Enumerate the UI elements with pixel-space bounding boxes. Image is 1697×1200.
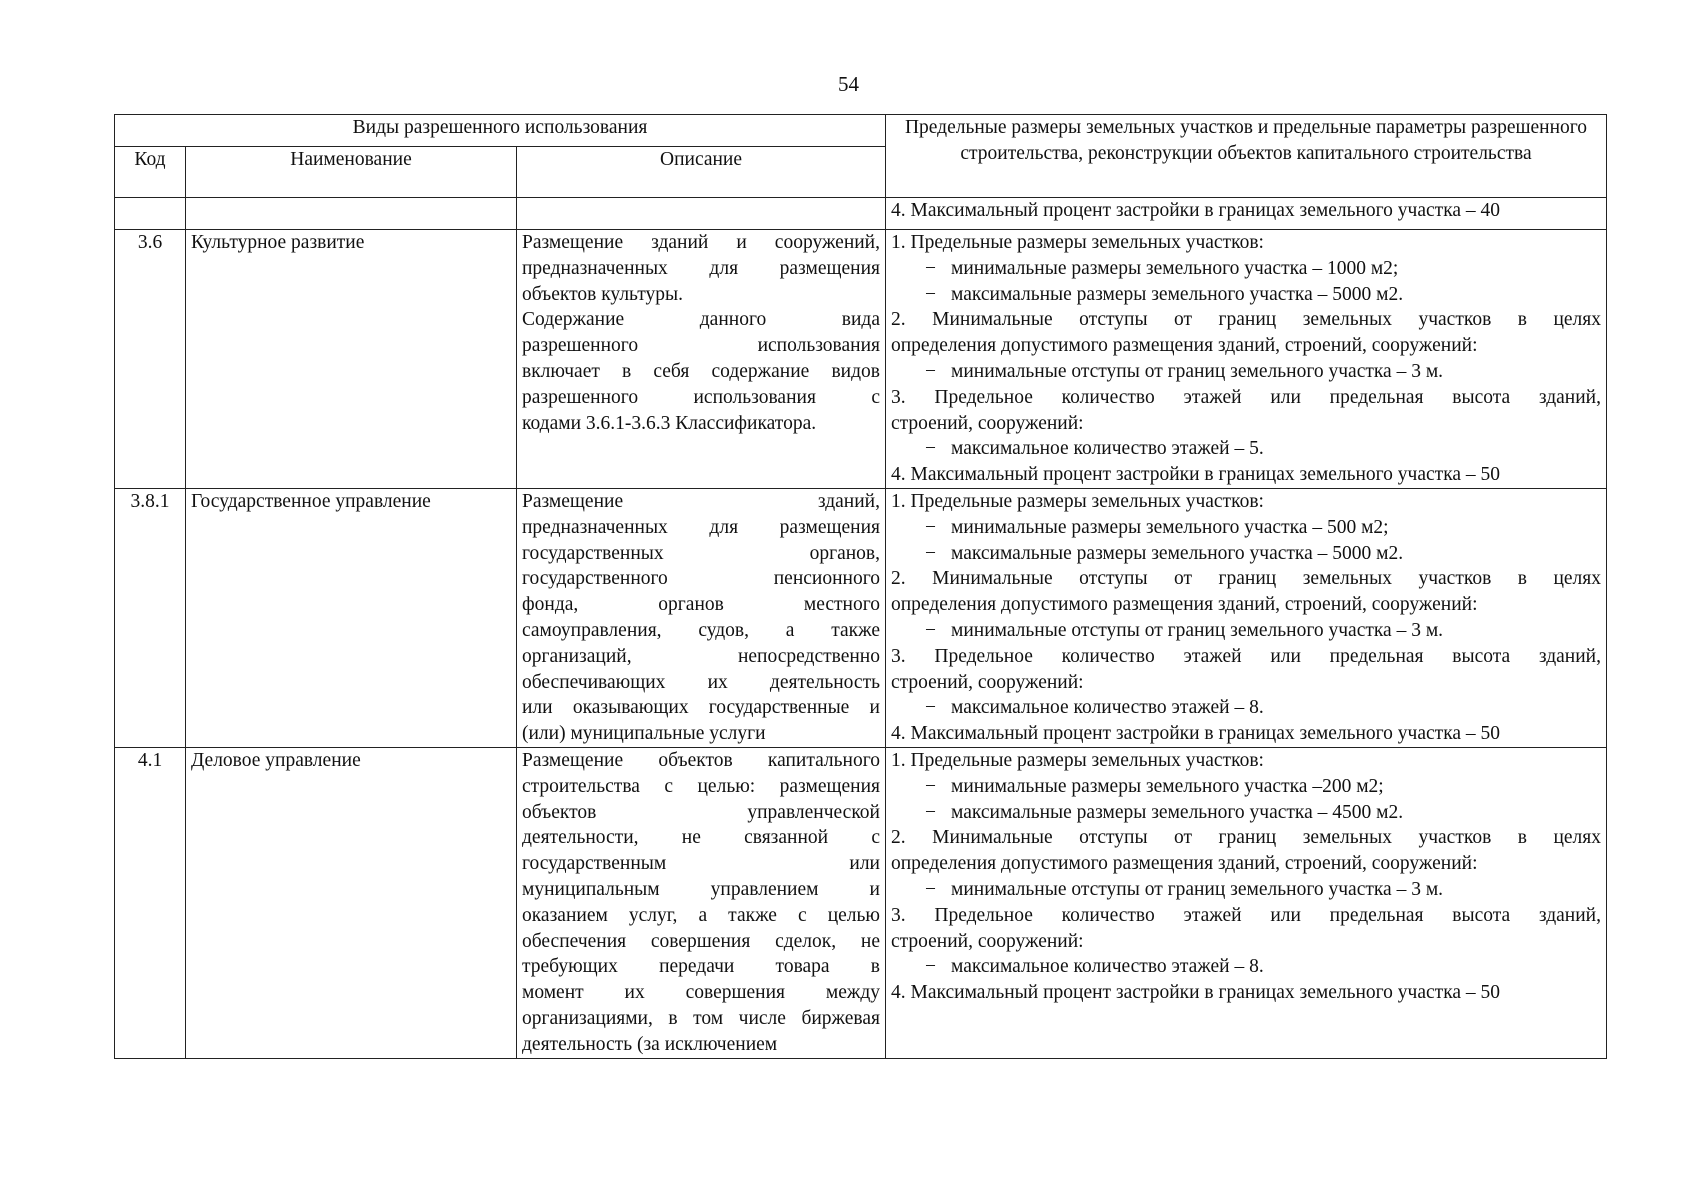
description-line: включает в себя содержание видов	[522, 360, 880, 382]
description-line: фонда, органов местного	[522, 594, 880, 616]
row-name: Деловое управление	[186, 747, 517, 1058]
param-line: 3. Предельное количество этажей или предельная высота зданий,	[891, 386, 1601, 408]
param-bullet	[891, 282, 1601, 308]
param-bullet-text: максимальное количество этажей – 8.	[951, 697, 1264, 719]
param-line: 4. Максимальный процент застройки в границах земельного участка – 50	[891, 982, 1501, 1004]
dash-bullet-icon: −	[925, 697, 936, 719]
description-line: или оказывающих государственные и	[522, 697, 880, 719]
param-line: определения допустимого размещения зданий, строений, сооружений:	[891, 853, 1478, 875]
header-description: Описание	[517, 147, 886, 198]
row-code: 4.1	[115, 747, 186, 1058]
description-line: обеспечивающих их деятельность	[522, 671, 880, 693]
description-line: объектов культуры.	[522, 283, 683, 305]
description-line: разрешенного использования с	[522, 386, 880, 408]
continuation-description-cell	[517, 198, 886, 230]
param-bullet	[891, 618, 1601, 644]
param-bullet	[891, 774, 1601, 800]
description-line: разрешенного использования	[522, 335, 880, 357]
description-line: организаций, непосредственно	[522, 645, 880, 667]
param-bullet	[891, 515, 1601, 541]
table-row	[115, 230, 1607, 489]
param-bullet-text: максимальное количество этажей – 5.	[951, 438, 1264, 460]
row-params	[886, 747, 1607, 1058]
dash-bullet-icon: −	[925, 878, 936, 900]
continuation-name-cell	[186, 198, 517, 230]
param-bullet	[891, 436, 1601, 462]
continuation-code-cell	[115, 198, 186, 230]
param-line: 1. Предельные размеры земельных участков:	[891, 490, 1264, 512]
dash-bullet-icon: −	[925, 619, 936, 641]
param-line: 2. Минимальные отступы от границ земельных участков в целях	[891, 827, 1601, 849]
description-line: обеспечения совершения сделок, не	[522, 930, 880, 952]
row-description	[517, 488, 886, 747]
description-line: самоуправления, судов, а также	[522, 619, 880, 641]
continuation-row	[115, 198, 1607, 230]
description-line: строительства с целью: размещения	[522, 775, 880, 797]
param-line: 4. Максимальный процент застройки в границах земельного участка – 50	[891, 464, 1501, 486]
row-code: 3.8.1	[115, 488, 186, 747]
description-line: кодами 3.6.1-3.6.3 Классификатора.	[522, 412, 817, 434]
description-line: оказанием услуг, а также с целью	[522, 904, 880, 926]
param-line: 4. Максимальный процент застройки в границах земельного участка – 50	[891, 723, 1501, 745]
description-line: государственных органов,	[522, 542, 880, 564]
row-name: Культурное развитие	[186, 230, 517, 489]
description-line: деятельности, не связанной с	[522, 827, 880, 849]
param-bullet-text: минимальные отступы от границ земельного участка – 3 м.	[951, 360, 1444, 382]
table-row	[115, 488, 1607, 747]
param-line: строений, сооружений:	[891, 930, 1084, 952]
row-description	[517, 230, 886, 489]
land-use-table	[114, 114, 1607, 1059]
param-bullet	[891, 359, 1601, 385]
header-limits: Предельные размеры земельных участков и предельные параметры разрешенного строительства, реконструкции объектов капитального строительства	[886, 115, 1607, 198]
param-bullet-text: минимальные отступы от границ земельного участка – 3 м.	[951, 619, 1444, 641]
dash-bullet-icon: −	[925, 956, 936, 978]
table-row	[115, 747, 1607, 1058]
description-line: (или) муниципальные услуги	[522, 723, 766, 745]
dash-bullet-icon: −	[925, 283, 936, 305]
description-line: Размещение объектов капитального	[522, 749, 880, 771]
param-bullet-text: максимальные размеры земельного участка – 4500 м2.	[951, 801, 1404, 823]
param-bullet	[891, 800, 1601, 826]
row-description	[517, 747, 886, 1058]
description-line: предназначенных для размещения	[522, 516, 880, 538]
param-bullet-text: максимальное количество этажей – 8.	[951, 956, 1264, 978]
dash-bullet-icon: −	[925, 438, 936, 460]
description-line: государственного пенсионного	[522, 568, 880, 590]
description-line: муниципальным управлением и	[522, 878, 880, 900]
page-number: 54	[838, 72, 859, 96]
description-line: государственным или	[522, 853, 880, 875]
param-bullet	[891, 256, 1601, 282]
param-bullet-text: минимальные размеры земельного участка –200 м2;	[951, 775, 1384, 797]
param-bullet	[891, 541, 1601, 567]
header-land-use-types: Виды разрешенного использования	[115, 115, 886, 147]
description-line: предназначенных для размещения	[522, 257, 880, 279]
description-line: требующих передачи товара в	[522, 956, 880, 978]
row-params	[886, 230, 1607, 489]
header-code: Код	[115, 147, 186, 198]
dash-bullet-icon: −	[925, 775, 936, 797]
param-line: 1. Предельные размеры земельных участков:	[891, 232, 1264, 253]
param-bullet	[891, 695, 1601, 721]
param-line: 2. Минимальные отступы от границ земельных участков в целях	[891, 309, 1601, 331]
dash-bullet-icon: −	[925, 516, 936, 538]
description-line: Содержание данного вида	[522, 309, 880, 331]
description-line: Размещение зданий и сооружений,	[522, 232, 880, 253]
param-bullet-text: максимальные размеры земельного участка – 5000 м2.	[951, 283, 1404, 305]
param-line: определения допустимого размещения зданий, строений, сооружений:	[891, 335, 1478, 357]
continuation-param-cell	[886, 198, 1607, 230]
description-line: Размещение зданий,	[522, 490, 880, 512]
dash-bullet-icon: −	[925, 801, 936, 823]
param-line: 2. Минимальные отступы от границ земельных участков в целях	[891, 568, 1601, 590]
param-bullet-text: минимальные размеры земельного участка – 1000 м2;	[951, 257, 1399, 279]
param-line: 3. Предельное количество этажей или предельная высота зданий,	[891, 645, 1601, 667]
param-bullet	[891, 954, 1601, 980]
dash-bullet-icon: −	[925, 360, 936, 382]
row-name: Государственное управление	[186, 488, 517, 747]
param-line: строений, сооружений:	[891, 412, 1084, 434]
param-line: определения допустимого размещения зданий, строений, сооружений:	[891, 594, 1478, 616]
row-params	[886, 488, 1607, 747]
table-header	[115, 115, 1607, 198]
description-line: объектов управленческой	[522, 801, 880, 823]
description-line: деятельность (за исключением	[522, 1033, 778, 1055]
description-line: организациями, в том числе биржевая	[522, 1007, 880, 1029]
param-line: 4. Максимальный процент застройки в границах земельного участка – 40	[891, 200, 1501, 221]
dash-bullet-icon: −	[925, 257, 936, 279]
dash-bullet-icon: −	[925, 542, 936, 564]
param-bullet-text: минимальные отступы от границ земельного участка – 3 м.	[951, 878, 1444, 900]
param-line: 1. Предельные размеры земельных участков:	[891, 749, 1264, 771]
row-code: 3.6	[115, 230, 186, 489]
param-bullet	[891, 877, 1601, 903]
param-bullet-text: максимальные размеры земельного участка – 5000 м2.	[951, 542, 1404, 564]
description-line: момент их совершения между	[522, 982, 880, 1004]
param-line: строений, сооружений:	[891, 671, 1084, 693]
param-bullet-text: минимальные размеры земельного участка – 500 м2;	[951, 516, 1389, 538]
param-line: 3. Предельное количество этажей или предельная высота зданий,	[891, 904, 1601, 926]
header-name: Наименование	[186, 147, 517, 198]
